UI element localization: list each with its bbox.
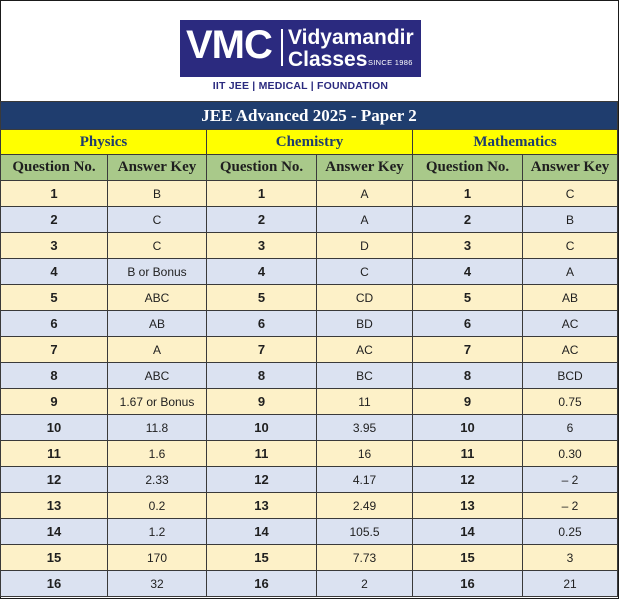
table-row: [1, 389, 618, 415]
question-number: 15: [1, 545, 108, 571]
mathematics-answer: 0.75: [523, 389, 618, 415]
question-number: 3: [207, 233, 317, 259]
table-row: [1, 311, 618, 337]
chemistry-answer: D: [317, 233, 413, 259]
physics-answer: 1.2: [108, 519, 207, 545]
question-number: 9: [1, 389, 108, 415]
question-number: 8: [1, 363, 108, 389]
chemistry-answer: BC: [317, 363, 413, 389]
question-number: 14: [207, 519, 317, 545]
table-row: [1, 285, 618, 311]
mathematics-answer: – 2: [523, 493, 618, 519]
table-row: [1, 519, 618, 545]
question-number: 5: [413, 285, 523, 311]
question-number: 3: [413, 233, 523, 259]
table-row: [1, 441, 618, 467]
chemistry-answer: AC: [317, 337, 413, 363]
question-number: 16: [1, 571, 108, 597]
subject-physics: Physics: [1, 130, 207, 155]
question-number: 16: [413, 571, 523, 597]
question-number: 8: [413, 363, 523, 389]
chemistry-answer: 16: [317, 441, 413, 467]
logo-since: SINCE 1986: [368, 58, 413, 67]
question-number: 13: [207, 493, 317, 519]
question-number: 7: [207, 337, 317, 363]
physics-answer: 2.33: [108, 467, 207, 493]
header-answer-key: Answer Key: [108, 155, 207, 181]
table-row: [1, 233, 618, 259]
question-number: 15: [413, 545, 523, 571]
table-row: [1, 181, 618, 207]
subject-chemistry: Chemistry: [207, 130, 413, 155]
header-answer-key: Answer Key: [317, 155, 413, 181]
chemistry-answer: A: [317, 207, 413, 233]
question-number: 7: [1, 337, 108, 363]
question-number: 10: [1, 415, 108, 441]
chemistry-answer: C: [317, 259, 413, 285]
physics-answer: C: [108, 233, 207, 259]
mathematics-answer: 3: [523, 545, 618, 571]
header-question-no: Question No.: [207, 155, 317, 181]
mathematics-answer: 0.30: [523, 441, 618, 467]
question-number: 10: [413, 415, 523, 441]
logo-name-line1: Vidyamandir: [288, 26, 414, 49]
question-number: 8: [207, 363, 317, 389]
physics-answer: B or Bonus: [108, 259, 207, 285]
question-number: 5: [207, 285, 317, 311]
table-row: [1, 415, 618, 441]
header-question-no: Question No.: [413, 155, 523, 181]
question-number: 11: [207, 441, 317, 467]
table-row: [1, 571, 618, 597]
question-number: 7: [413, 337, 523, 363]
chemistry-answer: 7.73: [317, 545, 413, 571]
question-number: 11: [1, 441, 108, 467]
chemistry-answer: 105.5: [317, 519, 413, 545]
question-number: 15: [207, 545, 317, 571]
physics-answer: 11.8: [108, 415, 207, 441]
logo-name-line2: Classes: [288, 48, 368, 71]
question-number: 1: [207, 181, 317, 207]
table-row: [1, 493, 618, 519]
physics-answer: 32: [108, 571, 207, 597]
physics-answer: AB: [108, 311, 207, 337]
question-number: 10: [207, 415, 317, 441]
question-number: 4: [1, 259, 108, 285]
mathematics-answer: BCD: [523, 363, 618, 389]
mathematics-answer: AC: [523, 337, 618, 363]
chemistry-answer: 3.95: [317, 415, 413, 441]
chemistry-answer: A: [317, 181, 413, 207]
question-number: 6: [413, 311, 523, 337]
mathematics-answer: 0.25: [523, 519, 618, 545]
physics-answer: 170: [108, 545, 207, 571]
question-number: 3: [1, 233, 108, 259]
physics-answer: 1.6: [108, 441, 207, 467]
question-number: 6: [207, 311, 317, 337]
question-number: 2: [413, 207, 523, 233]
physics-answer: C: [108, 207, 207, 233]
question-number: 13: [413, 493, 523, 519]
physics-answer: A: [108, 337, 207, 363]
chemistry-answer: 2.49: [317, 493, 413, 519]
question-number: 12: [413, 467, 523, 493]
chemistry-answer: 4.17: [317, 467, 413, 493]
question-number: 1: [1, 181, 108, 207]
chemistry-answer: CD: [317, 285, 413, 311]
logo-brand: VMC: [186, 23, 272, 67]
question-number: 11: [413, 441, 523, 467]
mathematics-answer: A: [523, 259, 618, 285]
answer-key-table: [0, 101, 618, 597]
chemistry-answer: BD: [317, 311, 413, 337]
physics-answer: B: [108, 181, 207, 207]
question-number: 4: [207, 259, 317, 285]
vmc-logo: [180, 20, 421, 77]
mathematics-answer: AC: [523, 311, 618, 337]
table-row: [1, 337, 618, 363]
question-number: 2: [1, 207, 108, 233]
question-number: 6: [1, 311, 108, 337]
header-answer-key: Answer Key: [523, 155, 618, 181]
question-number: 12: [1, 467, 108, 493]
question-number: 14: [1, 519, 108, 545]
mathematics-answer: C: [523, 181, 618, 207]
question-number: 4: [413, 259, 523, 285]
question-number: 12: [207, 467, 317, 493]
question-number: 9: [207, 389, 317, 415]
physics-answer: 0.2: [108, 493, 207, 519]
mathematics-answer: AB: [523, 285, 618, 311]
chemistry-answer: 2: [317, 571, 413, 597]
header-question-no: Question No.: [1, 155, 108, 181]
mathematics-answer: – 2: [523, 467, 618, 493]
table-row: [1, 545, 618, 571]
logo-tagline: IIT JEE | MEDICAL | FOUNDATION: [212, 80, 389, 92]
question-number: 1: [413, 181, 523, 207]
physics-answer: ABC: [108, 363, 207, 389]
mathematics-answer: 6: [523, 415, 618, 441]
table-row: [1, 467, 618, 493]
logo-divider: [281, 29, 283, 66]
chemistry-answer: 11: [317, 389, 413, 415]
question-number: 16: [207, 571, 317, 597]
table-row: [1, 207, 618, 233]
mathematics-answer: 21: [523, 571, 618, 597]
mathematics-answer: C: [523, 233, 618, 259]
table-row: [1, 363, 618, 389]
question-number: 14: [413, 519, 523, 545]
mathematics-answer: B: [523, 207, 618, 233]
question-number: 9: [413, 389, 523, 415]
table-row: [1, 259, 618, 285]
table-title: JEE Advanced 2025 - Paper 2: [1, 102, 618, 130]
physics-answer: 1.67 or Bonus: [108, 389, 207, 415]
question-number: 2: [207, 207, 317, 233]
physics-answer: ABC: [108, 285, 207, 311]
question-number: 13: [1, 493, 108, 519]
subject-mathematics: Mathematics: [413, 130, 618, 155]
question-number: 5: [1, 285, 108, 311]
